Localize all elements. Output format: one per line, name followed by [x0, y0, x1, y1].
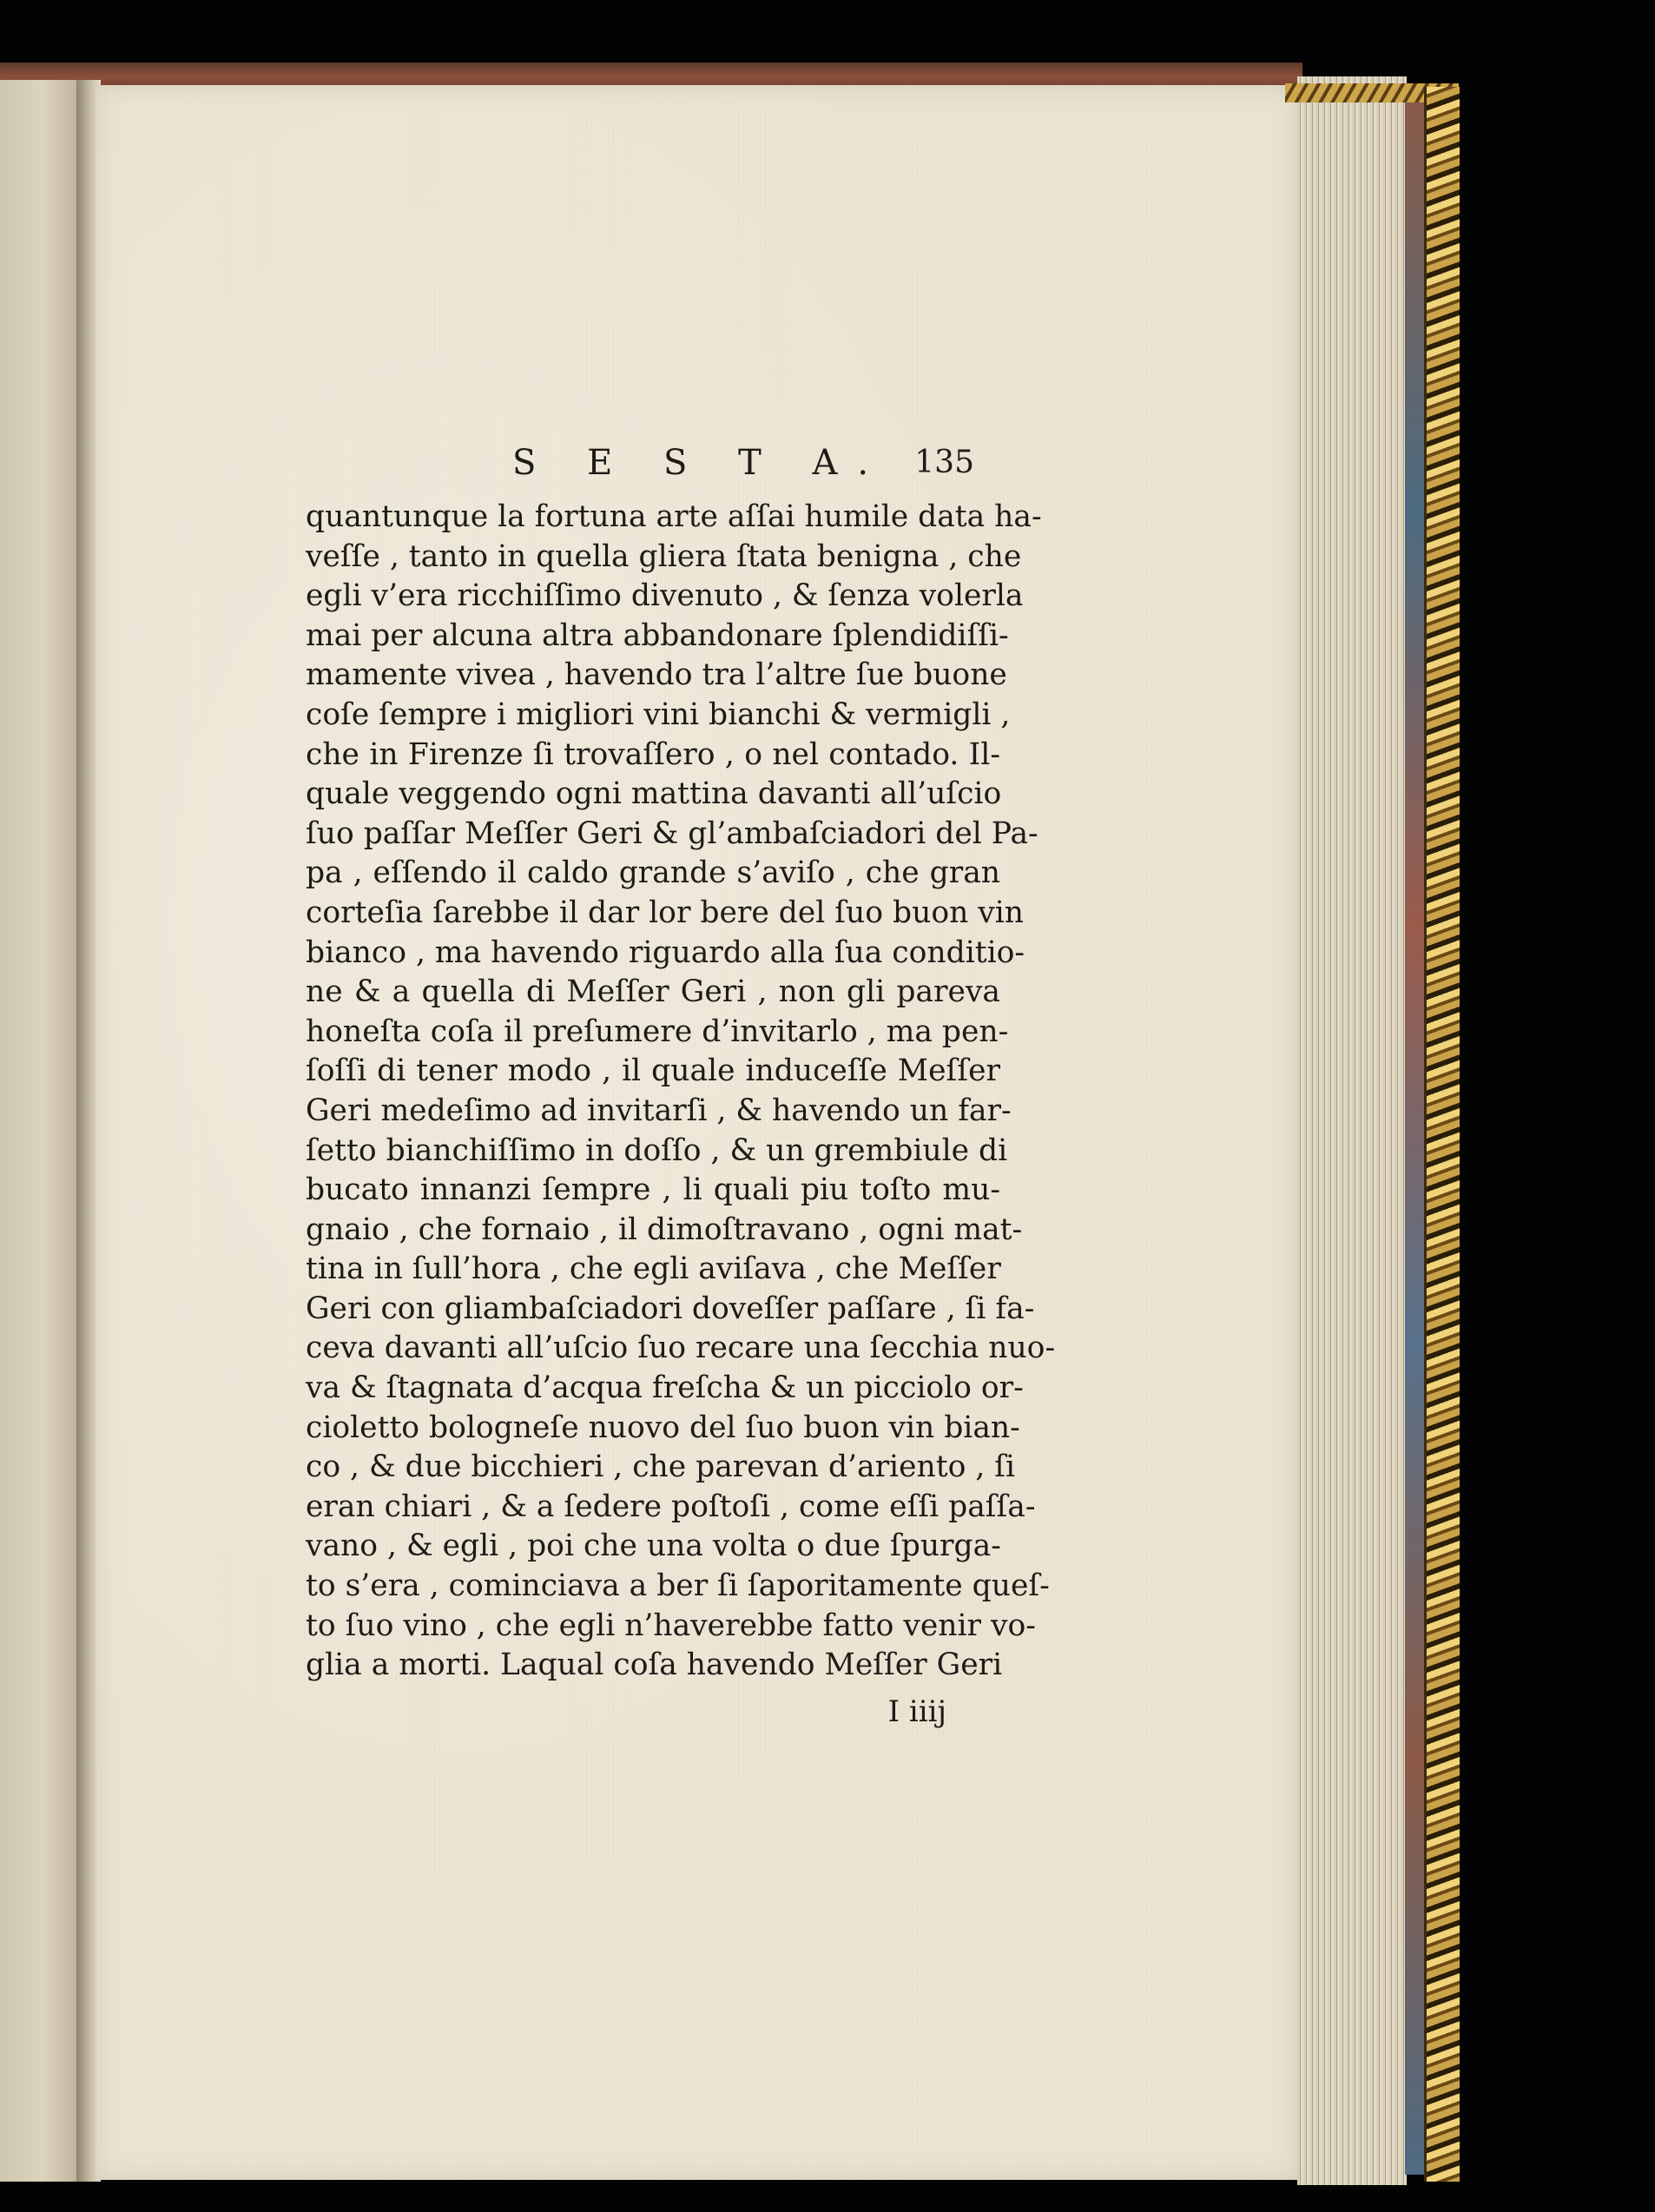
text-line: coſe ſempre i migliori vini bianchi & vermigli ,: [306, 697, 1011, 732]
text-line: egli v’era ricchiſſimo divenuto , & ſenza volerla: [306, 578, 1024, 614]
text-line: corteſia ſarebbe il dar lor bere del ſuo buon vin: [306, 895, 1025, 930]
signature-mark-text: I iiij: [887, 1694, 946, 1729]
text-line: eran chiari , & a ſedere poſtoſi , come eſſi paſſa-: [306, 1489, 1036, 1524]
page-block-edges: [1297, 76, 1407, 2185]
signature-mark: [306, 1691, 1000, 1733]
text-line: ſetto bianchiſſimo in doſſo , & un grembiule di: [306, 1132, 1008, 1168]
text-line: pa , eſſendo il caldo grande s’aviſo , che gran: [306, 855, 1000, 891]
text-line: cioletto bologneſe nuovo del ſuo buon vin bian-: [306, 1410, 1020, 1445]
text-line: ne & a quella di Meſſer Geri , non gli pareva: [306, 974, 1000, 1010]
text-line: honeſta coſa il preſumere d’invitarlo , ma pen-: [306, 1014, 1009, 1049]
text-block: [306, 439, 1056, 1733]
text-line: ſuo paſſar Meſſer Geri & gl’ambaſciadori del Pa-: [306, 815, 1038, 851]
text-line: Geri con gliambaſciadori doveſſer paſſare , ſi fa-: [306, 1291, 1035, 1326]
text-line: mai per alcuna altra abbandonare ſplendidiſſi-: [306, 617, 1009, 653]
text-line: quale veggendo ogni mattina davanti all’uſcio: [306, 776, 1002, 812]
text-line: quantunque la fortuna arte aſſai humile data ha-: [306, 499, 1042, 534]
text-line: tina in ſull’hora , che egli aviſava , che Meſſer: [306, 1251, 1001, 1287]
text-line: ſoſſi di tener modo , il quale induceſſe Meſſer: [306, 1053, 1000, 1089]
text-line: to ſuo vino , che egli n’haverebbe fatto venir vo-: [306, 1608, 1036, 1643]
text-line: che in Firenze ſi trovaſſero , o nel contado. Il-: [306, 736, 1000, 772]
running-head-title: S E S T A.: [512, 443, 889, 483]
text-line: bianco , ma havendo riguardo alla ſua conditio-: [306, 934, 1025, 970]
page-number: 135: [914, 445, 974, 480]
text-line: va & ſtagnata d’acqua freſcha & un picciolo or-: [306, 1370, 1024, 1406]
text-line: Geri medeſimo ad invitarſi , & havendo un far-: [306, 1093, 1012, 1128]
text-line: to s’era , cominciava a ber ſi ſaporitamente queſ-: [306, 1568, 1050, 1604]
text-line: ceva davanti all’uſcio ſuo recare una ſecchia nuo-: [306, 1331, 1056, 1366]
marbled-endpaper-strip: [1405, 97, 1424, 2175]
text-line: veſſe , tanto in quella gliera ſtata benigna , che: [306, 538, 1022, 574]
text-line: co , & due bicchieri , che parevan d’ariento , ſi: [306, 1449, 1016, 1485]
gilt-border-decoration: [1424, 87, 1460, 2182]
text-line: gnaio , che fornaio , il dimoſtravano , ogni mat-: [306, 1212, 1023, 1247]
body-text: [306, 498, 1056, 1686]
running-head: [306, 439, 1000, 487]
text-line: glia a morti. Laqual coſa havendo Meſſer Geri: [306, 1647, 1003, 1683]
text-line: vano , & egli , poi che una volta o due ſpurga-: [306, 1529, 1001, 1564]
text-line: mamente vivea , havendo tra l’altre ſue buone: [306, 657, 1007, 693]
text-line: bucato innanzi ſempre , li quali piu toſto mu-: [306, 1172, 1000, 1208]
left-page-edge: [0, 80, 81, 2182]
